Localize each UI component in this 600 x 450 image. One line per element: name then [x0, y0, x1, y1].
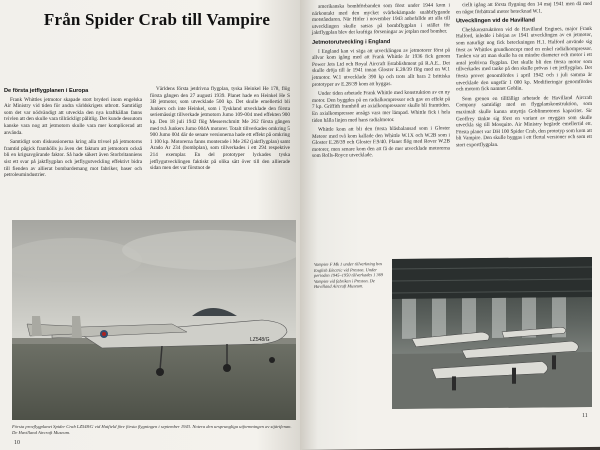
- paragraph: Whittle kom att bli den första blåsbalansad som i Gloster Meteor med två kom kallade den Whittle W.1X och W.2B som i Gloster E.28/39 och Gloster F.9/40. Planet flög med Rover W.2B motorer, men senare kom den att få de mer utvecklade motorerna som Rolls-Royce utvecklade.: [312, 125, 450, 160]
- paragraph: Världens första jetdrivna flygplan, tyska Heinkel He 178, flög första gången den 27 augusti 1939. Planet hade en Heinkel He S 3B jetmotor, som utvecklade 500 kp. Det skulle emellertid bli Junkers och inte Heinkel, som i Tyskland utvecklade den första seriemässigt tillverkade jetmotorn Jumo 109-004 med effekten 900 kp. Den 18 juli 1942 flög Messerschmitt Me 262 första gången med två Junkers Jumo 004A motorer. Totalt tillverkades omkring 5 900 Jumo 004 där de senare versionerna hade ett effekt på omkring 1 100 kp. Motorerna fanns monterade i Me 262 (jaktflygplan) samt Arado Ar 234 (bombplan), som tillverkades i ett 294 respektive 214 exemplar. En del prototyper lyckades tyska jetflygutvecklingen faktiskt på olika sätt över till den allierade sidan men det var förstnot de: [150, 86, 290, 172]
- paragraph: ciellt igång att första flygning den 14 maj 1941 men då med en något förbättrad motor betecknad W.1.: [456, 0, 592, 15]
- hangar-illustration: [392, 257, 592, 409]
- aircraft-illustration: [12, 220, 296, 420]
- spider-crab-photo: [12, 220, 296, 420]
- right-page: [300, 0, 600, 450]
- photo-caption: Vampire F Mk 1 under tillverkning hos English Electric vid Preston. Under perioden 1945–1950 tillverkades 1 369 Vampire vid fabriken i Preston. De Havilland Aircraft Museum.: [314, 261, 384, 290]
- right-column-2: [456, 1, 592, 152]
- section-heading: Utvecklingen vid de Havilland: [456, 17, 535, 25]
- factory-photo: [392, 257, 592, 409]
- paragraph: I England kan vi säga att utvecklingen av jetmotorer först på allvar kom igång med att Frank Whittle år 1936 fick genom Power Jets Ltd och Royal Aircraft Establishment på R.A.E.. Det skulle dröja till år 1941 innan Gloster E.28/39 flög med en W.1 jetmotor. W.1 utvecklade 390 kp och trots allt bara 2 brittiska prototyper av E.28/39 kom att byggas.: [312, 46, 450, 88]
- paragraph: Under tiden arbetade Frank Whittle med konstruktion av en ny motor. Den byggdes på en radialkompressor och gav en effekt på 7 kp. Griffith framhöll att axialkompressorer skulle bli framtiden. En axialkompressor ansågs vara mer lämpad. Whittle fick i hela tiden hålla linjen med hans radialmotor.: [312, 89, 450, 124]
- page-number: 10: [14, 440, 20, 446]
- section-heading: De första jetflygplanen i Europa: [4, 88, 89, 94]
- right-column-1: [312, 2, 450, 163]
- paragraph: Frank Whittles jetmotor skapade stort bryderi inom engelska Air Ministry vid tiden för andra världskrigets utbrott. Samtidigt som det var nödvändigt att utveckla den nya kraftkällan fanns tvivlen att den skulle vara tillräckligt pålitlig. Det kunde dessutom kanske vara nog att jetmotorn skulle vara mer komplicerad att använda.: [4, 96, 142, 136]
- section-heading: Jetmotorutveckling i England: [312, 39, 391, 46]
- page-number: 11: [582, 412, 588, 420]
- paragraph: Chefskonstruktören vid de Havilland Engines, major Frank Halford, inledde i början av 1941 utvecklingen av en jetmotor, som naturligt nog fick beteckningen H.1. Halford använde sig först av Whittles grundkoncept med en enkel radialkompressor. Tanken var att man skulle ha en mindre diameter och motor i ett antal jetdrivna flygplan. Det skulle bli den första motor som tillverkades med tanke på den skulle prövas i ett jetflygplan. Det första provet genomfördes i april 1942 och i juli samma år utvecklade den ungefär 1 000 kp. Modifieringar genomfördes och motorn fick namnet Goblin.: [456, 25, 592, 93]
- photo-caption: Första provflygplanet Spider Crab LZ548/G vid Hatfield före första flygningen i september 1943. Notera den ursprungliga utformningen av stjärtfenan. De Havilland Aircraft Museum.: [12, 424, 292, 435]
- left-column-1: [4, 86, 142, 182]
- paragraph: Samtidigt som diskussionerna kring alla trivsel på jetmotorns framtid pågick framhölls ju även det faktum att jetmotorn också bli en krigsavgörande faktor. Så hade säkert även Storbritanniens sist ett svar på jaktflygplan och jetflygutveckling effektivt bidra till fienden av allierat bombardemang mot fabriker, baser och petroleumindustrier.: [4, 139, 142, 179]
- aircraft-marking: LZ548/G: [250, 337, 270, 343]
- paragraph: amerikanska bombförbanden som först under 1944 kom i närkontakt med den mycket svårbekämpade snabbflygande motståndaren. När Hitler i november 1943 anbefallde att alla till utvecklingen skulle satsas på bombflygplan i stället för jaktflygplan blev det kraftiga förseningar av jetplan med bomber.: [312, 2, 450, 37]
- left-column-2: [150, 86, 290, 175]
- paragraph: Som grenen en tillfälligt arbetade de Havilland Aircraft Company samtidigt med en flygplanskonstruktion, som maximalt skulle kunna utnyttja Goblinmotorns kapacitet. Sir Geoffrey tänkte sig först en variant av myggan som skulle utveckla sig till Mosquito. Air Ministry begärde emellertid ett. Första planet var DH 100 Spider Crab, den prototyp som kom att bli Vampire. Den skulle byggas i ett flertal versioner och som ett stort exportflygplan.: [456, 94, 592, 149]
- page-title: Från Spider Crab till Vampire: [43, 10, 271, 29]
